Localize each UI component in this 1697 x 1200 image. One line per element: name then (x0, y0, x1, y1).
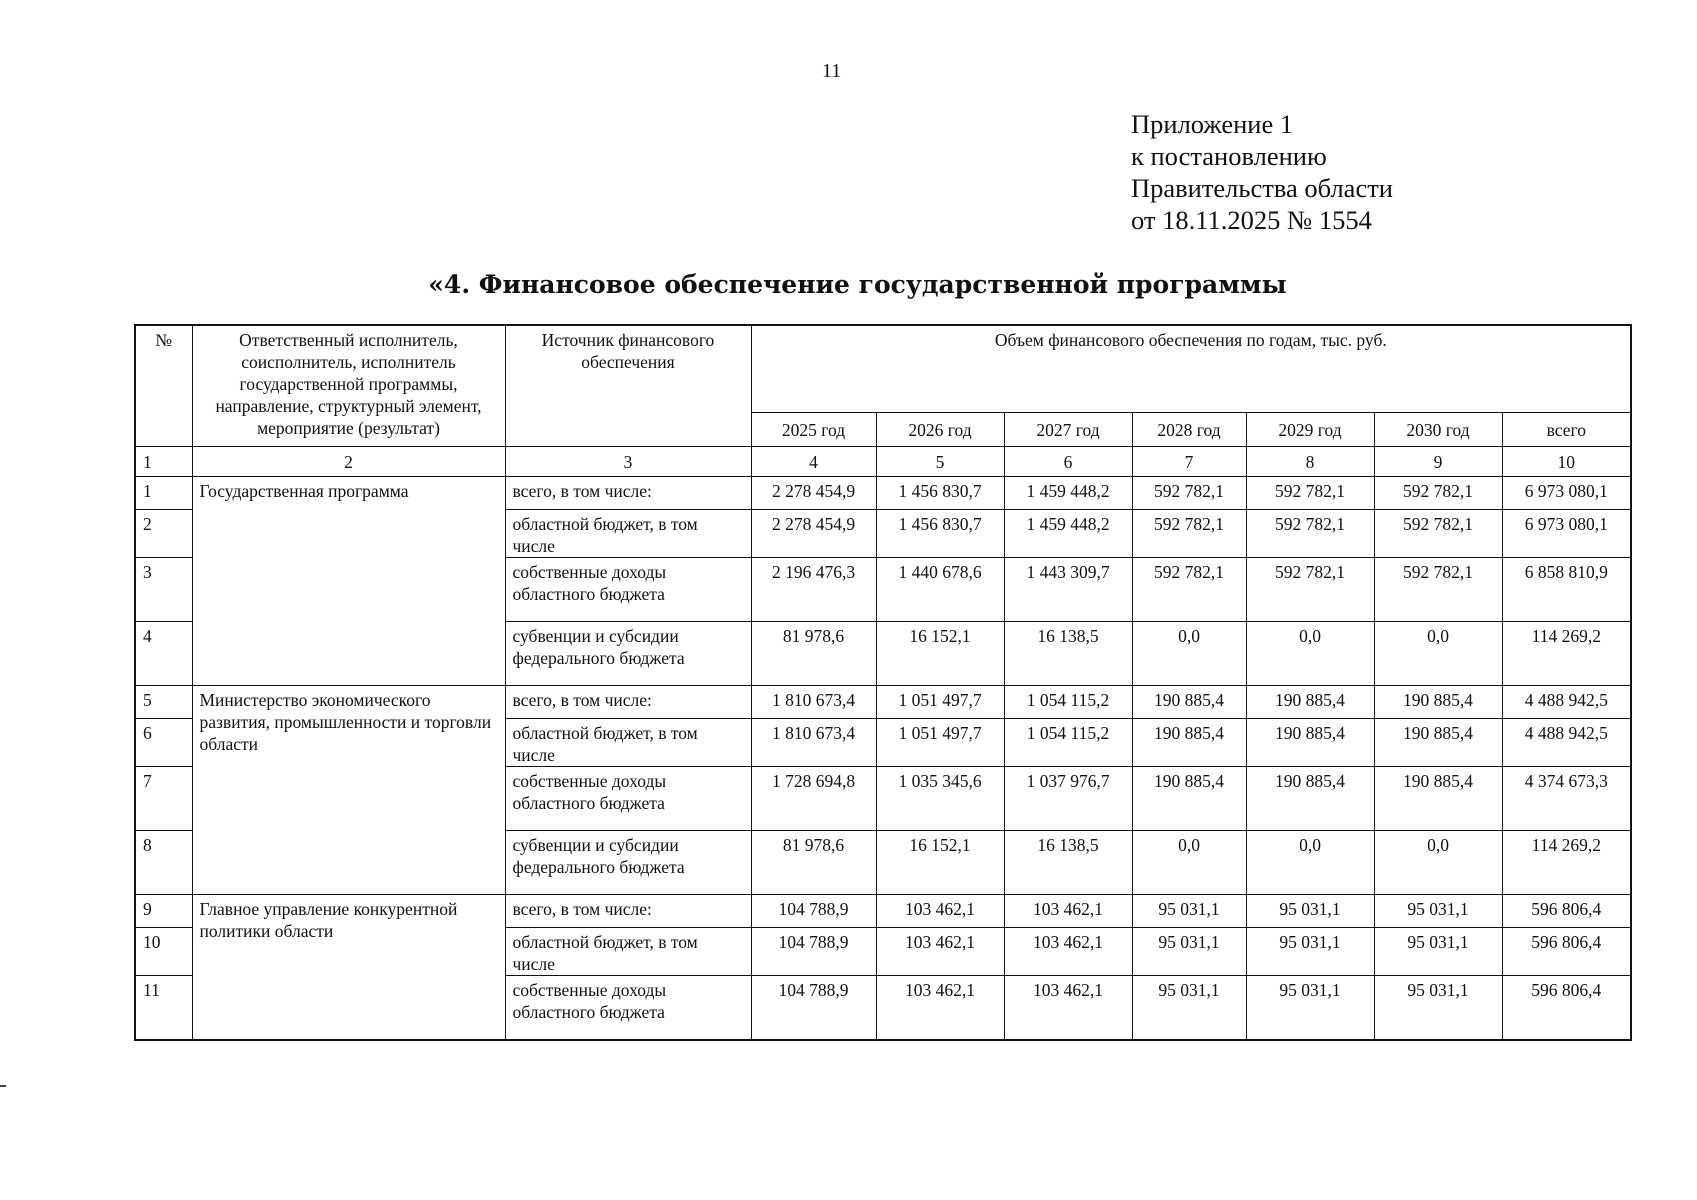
column-number: 6 (1004, 447, 1132, 477)
row-year-value: 190 885,4 (1246, 767, 1374, 831)
column-number: 4 (751, 447, 876, 477)
row-number: 11 (135, 976, 192, 1041)
row-year-value: 592 782,1 (1374, 558, 1502, 622)
row-total-value: 4 488 942,5 (1502, 719, 1631, 767)
row-year-value: 103 462,1 (876, 928, 1004, 976)
row-source: областной бюджет, в том числе (505, 928, 751, 976)
row-year-value: 0,0 (1374, 831, 1502, 895)
row-year-value: 2 196 476,3 (751, 558, 876, 622)
row-year-value: 190 885,4 (1246, 719, 1374, 767)
header-year-2025: 2025 год (751, 413, 876, 447)
column-number: 3 (505, 447, 751, 477)
row-total-value: 114 269,2 (1502, 831, 1631, 895)
header-year-2028: 2028 год (1132, 413, 1246, 447)
row-year-value: 16 152,1 (876, 831, 1004, 895)
header-num: № (135, 325, 192, 447)
row-year-value: 103 462,1 (876, 976, 1004, 1041)
row-number: 7 (135, 767, 192, 831)
header-year-2027: 2027 год (1004, 413, 1132, 447)
appendix-line-1: Приложение 1 (1131, 109, 1294, 139)
row-number: 8 (135, 831, 192, 895)
row-number: 2 (135, 510, 192, 558)
row-year-value: 95 031,1 (1374, 895, 1502, 928)
header-year-2026: 2026 год (876, 413, 1004, 447)
row-year-value: 2 278 454,9 (751, 477, 876, 510)
row-number: 4 (135, 622, 192, 686)
row-year-value: 1 051 497,7 (876, 719, 1004, 767)
row-total-value: 596 806,4 (1502, 928, 1631, 976)
row-year-value: 190 885,4 (1132, 719, 1246, 767)
row-source: субвенции и субсидии федерального бюджета (505, 831, 751, 895)
header-year-2029: 2029 год (1246, 413, 1374, 447)
row-year-value: 103 462,1 (1004, 928, 1132, 976)
row-year-value: 190 885,4 (1246, 686, 1374, 719)
row-year-value: 0,0 (1374, 622, 1502, 686)
row-year-value: 16 152,1 (876, 622, 1004, 686)
row-total-value: 6 858 810,9 (1502, 558, 1631, 622)
row-year-value: 1 443 309,7 (1004, 558, 1132, 622)
column-number: 7 (1132, 447, 1246, 477)
row-year-value: 104 788,9 (751, 895, 876, 928)
row-year-value: 95 031,1 (1246, 976, 1374, 1041)
row-total-value: 4 374 673,3 (1502, 767, 1631, 831)
row-year-value: 190 885,4 (1132, 767, 1246, 831)
column-number: 1 (135, 447, 192, 477)
row-source: всего, в том числе: (505, 477, 751, 510)
row-year-value: 95 031,1 (1374, 976, 1502, 1041)
table-row (135, 895, 1631, 928)
row-year-value: 104 788,9 (751, 976, 876, 1041)
row-year-value: 0,0 (1132, 831, 1246, 895)
column-number: 8 (1246, 447, 1374, 477)
row-year-value: 103 462,1 (1004, 895, 1132, 928)
row-number: 9 (135, 895, 192, 928)
appendix-line-3: Правительства области (1131, 173, 1393, 203)
page-number: 11 (822, 60, 842, 82)
header-source: Источник финансового обеспечения (505, 325, 751, 447)
row-executor: Министерство экономического развития, промышленности и торговли области (192, 686, 505, 895)
appendix-line-2: к постановлению (1131, 141, 1327, 171)
row-source: областной бюджет, в том числе (505, 719, 751, 767)
header-volume: Объем финансового обеспечения по годам, тыс. руб. (751, 325, 1631, 413)
document-title: «4. Финансовое обеспечение государственной программы (428, 270, 1287, 299)
row-source: областной бюджет, в том числе (505, 510, 751, 558)
column-number: 2 (192, 447, 505, 477)
row-year-value: 592 782,1 (1132, 510, 1246, 558)
financing-table (134, 324, 1632, 1041)
row-executor: Государственная программа (192, 477, 505, 686)
column-number: 10 (1502, 447, 1631, 477)
row-year-value: 95 031,1 (1246, 895, 1374, 928)
row-number: 10 (135, 928, 192, 976)
row-year-value: 0,0 (1246, 622, 1374, 686)
column-number: 9 (1374, 447, 1502, 477)
row-year-value: 592 782,1 (1246, 510, 1374, 558)
row-source: собственные доходы областного бюджета (505, 558, 751, 622)
column-number-row (135, 447, 1631, 477)
row-number: 3 (135, 558, 192, 622)
scan-mark (0, 1085, 6, 1087)
header-year-2030: 2030 год (1374, 413, 1502, 447)
row-year-value: 190 885,4 (1374, 686, 1502, 719)
header-executor: Ответственный исполнитель, соисполнитель, исполнитель государственной программы, направление, структурный элемент, мероприятие (результат) (192, 325, 505, 447)
row-year-value: 0,0 (1246, 831, 1374, 895)
row-year-value: 592 782,1 (1246, 558, 1374, 622)
row-executor: Главное управление конкурентной политики области (192, 895, 505, 1041)
row-source: собственные доходы областного бюджета (505, 767, 751, 831)
appendix-block (1131, 108, 1393, 236)
row-year-value: 104 788,9 (751, 928, 876, 976)
row-number: 1 (135, 477, 192, 510)
appendix-line-4: от 18.11.2025 № 1554 (1131, 205, 1372, 235)
row-year-value: 95 031,1 (1374, 928, 1502, 976)
row-year-value: 95 031,1 (1246, 928, 1374, 976)
row-year-value: 1 035 345,6 (876, 767, 1004, 831)
row-year-value: 1 054 115,2 (1004, 686, 1132, 719)
table-row (135, 477, 1631, 510)
row-total-value: 6 973 080,1 (1502, 477, 1631, 510)
row-year-value: 592 782,1 (1374, 477, 1502, 510)
row-year-value: 95 031,1 (1132, 976, 1246, 1041)
row-year-value: 95 031,1 (1132, 895, 1246, 928)
row-year-value: 2 278 454,9 (751, 510, 876, 558)
row-source: собственные доходы областного бюджета (505, 976, 751, 1041)
row-year-value: 103 462,1 (1004, 976, 1132, 1041)
row-total-value: 6 973 080,1 (1502, 510, 1631, 558)
row-year-value: 592 782,1 (1246, 477, 1374, 510)
column-number: 5 (876, 447, 1004, 477)
header-total: всего (1502, 413, 1631, 447)
row-total-value: 114 269,2 (1502, 622, 1631, 686)
row-source: всего, в том числе: (505, 895, 751, 928)
row-year-value: 95 031,1 (1132, 928, 1246, 976)
row-total-value: 4 488 942,5 (1502, 686, 1631, 719)
row-year-value: 1 037 976,7 (1004, 767, 1132, 831)
row-year-value: 1 456 830,7 (876, 477, 1004, 510)
row-year-value: 81 978,6 (751, 831, 876, 895)
header-row-main (135, 325, 1631, 413)
row-year-value: 592 782,1 (1132, 558, 1246, 622)
row-year-value: 1 810 673,4 (751, 686, 876, 719)
row-year-value: 190 885,4 (1374, 719, 1502, 767)
row-number: 5 (135, 686, 192, 719)
row-number: 6 (135, 719, 192, 767)
table-row (135, 686, 1631, 719)
row-total-value: 596 806,4 (1502, 976, 1631, 1041)
row-year-value: 1 051 497,7 (876, 686, 1004, 719)
row-year-value: 1 459 448,2 (1004, 510, 1132, 558)
row-year-value: 16 138,5 (1004, 622, 1132, 686)
row-year-value: 190 885,4 (1374, 767, 1502, 831)
row-year-value: 0,0 (1132, 622, 1246, 686)
row-year-value: 1 440 678,6 (876, 558, 1004, 622)
row-year-value: 1 459 448,2 (1004, 477, 1132, 510)
row-source: субвенции и субсидии федерального бюджета (505, 622, 751, 686)
row-year-value: 1 810 673,4 (751, 719, 876, 767)
row-total-value: 596 806,4 (1502, 895, 1631, 928)
row-year-value: 592 782,1 (1374, 510, 1502, 558)
row-source: всего, в том числе: (505, 686, 751, 719)
row-year-value: 1 728 694,8 (751, 767, 876, 831)
row-year-value: 16 138,5 (1004, 831, 1132, 895)
row-year-value: 1 054 115,2 (1004, 719, 1132, 767)
row-year-value: 1 456 830,7 (876, 510, 1004, 558)
row-year-value: 81 978,6 (751, 622, 876, 686)
row-year-value: 103 462,1 (876, 895, 1004, 928)
row-year-value: 592 782,1 (1132, 477, 1246, 510)
row-year-value: 190 885,4 (1132, 686, 1246, 719)
